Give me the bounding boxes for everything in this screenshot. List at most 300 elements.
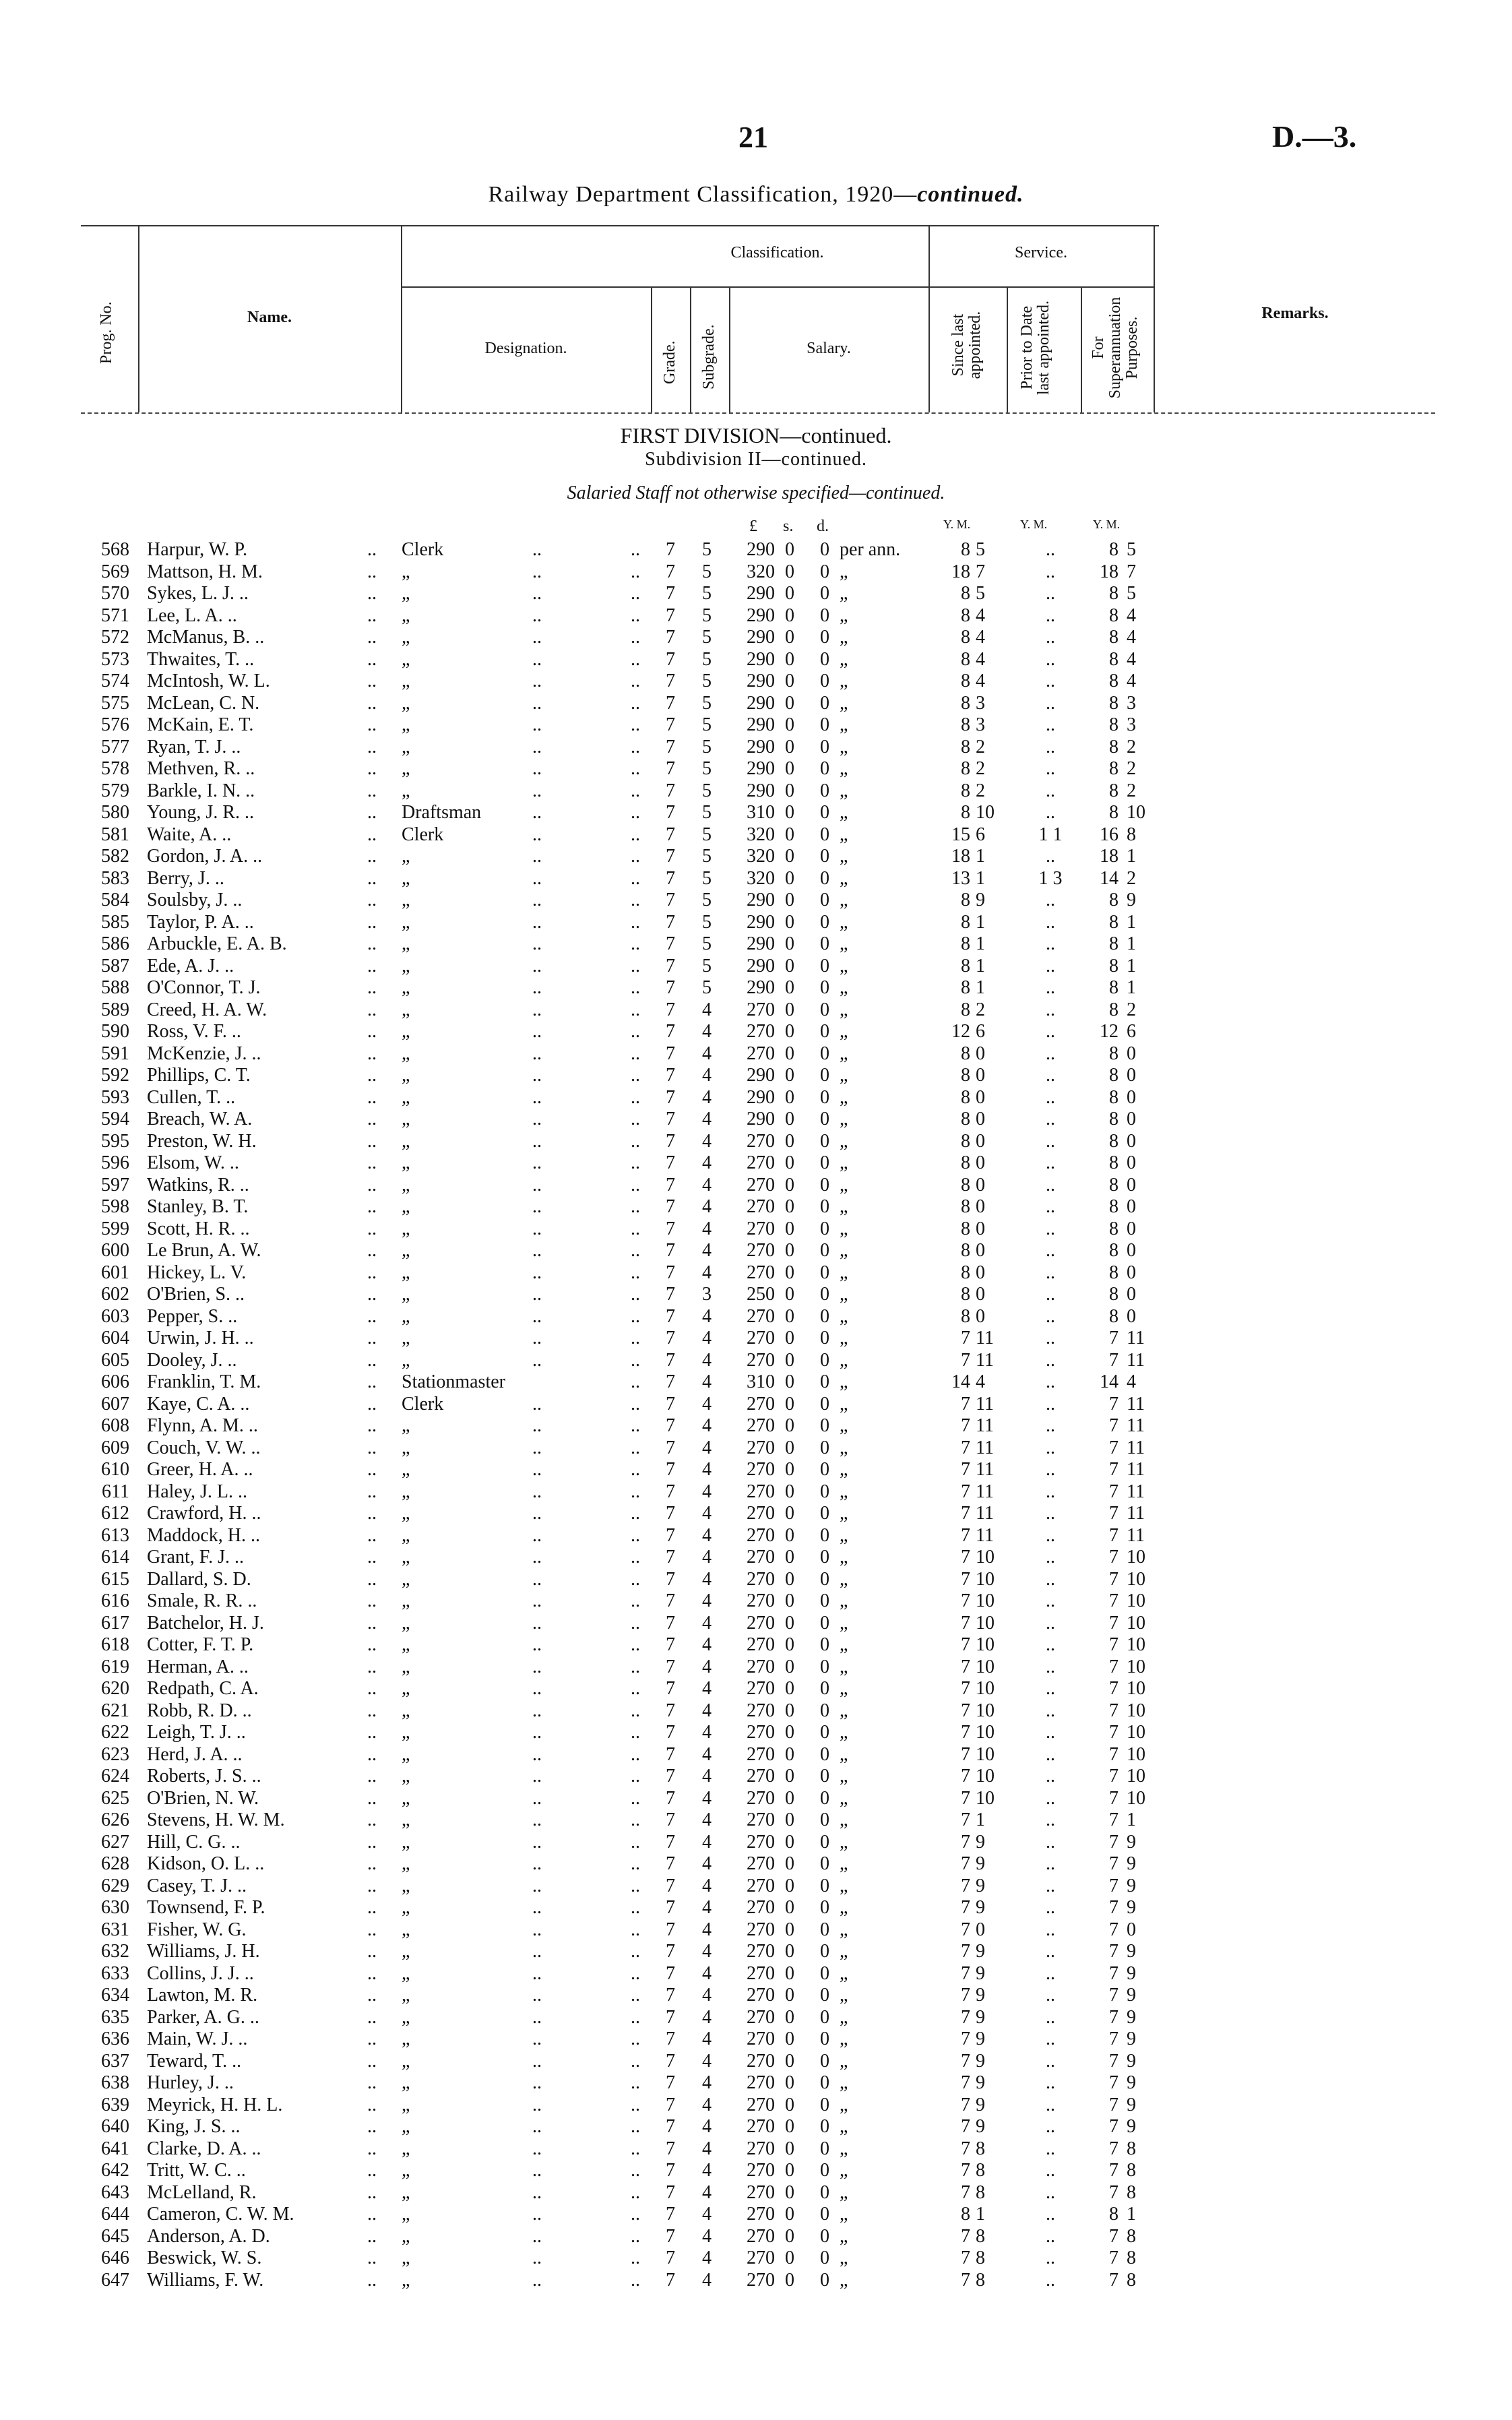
- designation: „: [402, 1109, 410, 1129]
- salary-pence: 0: [820, 1919, 829, 1940]
- designation: „: [402, 1941, 410, 1962]
- super-months: 1: [1127, 977, 1136, 998]
- prior-service: ..: [1046, 1218, 1055, 1239]
- table-row: [0, 1613, 1512, 1635]
- leader-dots: ..: [367, 1941, 377, 1962]
- salary-pence: 0: [820, 2094, 829, 2115]
- prog-no: 603: [101, 1305, 129, 1327]
- subgrade: 4: [702, 1766, 712, 1787]
- grade: 7: [666, 802, 675, 823]
- salary-pence: 0: [820, 2138, 829, 2159]
- super-months: 0: [1127, 1196, 1136, 1217]
- since-years: 8: [961, 1130, 970, 1152]
- prior-service: ..: [1046, 1547, 1055, 1568]
- staff-name: Stevens, H. W. M.: [147, 1809, 285, 1830]
- leader-dots: ..: [532, 955, 542, 976]
- prog-no: 639: [101, 2094, 129, 2115]
- designation: „: [402, 1985, 410, 2006]
- leader-dots: ..: [631, 2269, 640, 2291]
- super-years: 7: [1109, 1743, 1119, 1765]
- salary-pounds: 270: [747, 1349, 775, 1371]
- salary-shillings: 0: [785, 1086, 794, 1108]
- super-months: 0: [1127, 1086, 1136, 1108]
- super-months: 9: [1127, 2094, 1136, 2115]
- leader-dots: ..: [367, 2094, 377, 2115]
- designation: „: [402, 867, 410, 889]
- super-months: 1: [1127, 911, 1136, 933]
- table-row: [0, 824, 1512, 846]
- subgrade: 5: [702, 955, 712, 976]
- leader-dots: ..: [532, 2094, 542, 2115]
- leader-dots: ..: [367, 1743, 377, 1765]
- salary-pence: 0: [820, 539, 829, 560]
- prog-no: 598: [101, 1196, 129, 1217]
- subgrade: 4: [702, 999, 712, 1020]
- prog-no: 584: [101, 890, 129, 910]
- salary-pounds: 270: [747, 1130, 775, 1152]
- designation: „: [402, 1130, 410, 1152]
- staff-name: Phillips, C. T.: [147, 1065, 251, 1086]
- subgrade: 4: [702, 2138, 712, 2159]
- prior-service: ..: [1046, 1152, 1055, 1173]
- salary-period: „: [840, 583, 848, 604]
- super-years: 18: [1100, 561, 1119, 582]
- since-years: 8: [961, 955, 970, 976]
- subgrade: 5: [702, 539, 712, 560]
- staff-name: Clarke, D. A. ..: [147, 2138, 261, 2159]
- grade: 7: [666, 1524, 675, 1546]
- salary-shillings: 0: [785, 1174, 794, 1196]
- staff-name: Young, J. R. ..: [147, 802, 254, 823]
- designation: „: [402, 846, 410, 867]
- prior-service: ..: [1046, 2072, 1055, 2093]
- leader-dots: ..: [532, 1021, 542, 1042]
- prog-no: 604: [101, 1328, 129, 1348]
- subgrade: 5: [702, 561, 712, 582]
- staff-name: Methven, R. ..: [147, 758, 255, 779]
- prog-no: 580: [101, 802, 129, 823]
- grade: 7: [666, 1897, 675, 1918]
- super-months: 10: [1127, 1590, 1145, 1611]
- prog-no: 581: [101, 824, 129, 845]
- designation: Clerk: [402, 539, 444, 560]
- salary-pence: 0: [820, 955, 829, 976]
- subgrade: 5: [702, 802, 712, 823]
- table-row: [0, 1284, 1512, 1306]
- leader-dots: ..: [532, 1743, 542, 1765]
- table-row: [0, 758, 1512, 780]
- super-months: 10: [1127, 1634, 1145, 1655]
- salary-pence: 0: [820, 2116, 829, 2137]
- super-years: 8: [1109, 1262, 1119, 1283]
- since-years: 8: [961, 1174, 970, 1196]
- unit-years-months: Y. M.: [1093, 518, 1121, 531]
- salary-shillings: 0: [785, 1656, 794, 1677]
- super-years: 8: [1109, 1218, 1119, 1239]
- super-months: 10: [1127, 802, 1145, 823]
- salary-period: „: [840, 977, 848, 998]
- since-months: 11: [976, 1328, 994, 1348]
- salary-shillings: 0: [785, 1678, 794, 1699]
- since-years: 7: [961, 1415, 970, 1436]
- prog-no: 600: [101, 1240, 129, 1261]
- salary-pence: 0: [820, 1459, 829, 1480]
- salary-period: „: [840, 2138, 848, 2159]
- staff-name: Scott, H. R. ..: [147, 1218, 250, 1239]
- leader-dots: ..: [631, 1174, 640, 1196]
- prior-service: ..: [1046, 1875, 1055, 1896]
- salary-pence: 0: [820, 1897, 829, 1918]
- salary-shillings: 0: [785, 1305, 794, 1327]
- super-years: 7: [1109, 2072, 1119, 2093]
- salary-pounds: 270: [747, 1503, 775, 1524]
- prog-no: 590: [101, 1021, 129, 1042]
- super-years: 7: [1109, 2181, 1119, 2203]
- grade: 7: [666, 1678, 675, 1699]
- subgrade: 4: [702, 2181, 712, 2203]
- super-years: 8: [1109, 999, 1119, 1020]
- super-years: 7: [1109, 2269, 1119, 2291]
- super-months: 10: [1127, 1612, 1145, 1634]
- designation: „: [402, 1065, 410, 1086]
- leader-dots: ..: [631, 2094, 640, 2115]
- leader-dots: ..: [367, 1897, 377, 1918]
- leader-dots: ..: [367, 692, 377, 714]
- salary-shillings: 0: [785, 846, 794, 867]
- super-months: 9: [1127, 2116, 1136, 2137]
- prior-service: ..: [1046, 1284, 1055, 1305]
- salary-shillings: 0: [785, 1196, 794, 1217]
- leader-dots: ..: [532, 1634, 542, 1655]
- salary-pounds: 310: [747, 1371, 775, 1392]
- salary-shillings: 0: [785, 714, 794, 735]
- salary-period: „: [840, 1985, 848, 2006]
- salary-shillings: 0: [785, 1415, 794, 1436]
- table-row: [0, 1853, 1512, 1875]
- header-divider: [1081, 286, 1082, 412]
- salary-pence: 0: [820, 1568, 829, 1590]
- grade: 7: [666, 1109, 675, 1129]
- super-years: 7: [1109, 2094, 1119, 2115]
- since-years: 7: [961, 1941, 970, 1962]
- salary-shillings: 0: [785, 1787, 794, 1809]
- leader-dots: ..: [367, 999, 377, 1020]
- since-years: 8: [961, 977, 970, 998]
- since-months: 9: [976, 1897, 985, 1918]
- salary-shillings: 0: [785, 1590, 794, 1611]
- salary-pence: 0: [820, 2181, 829, 2203]
- prior-service: ..: [1046, 1065, 1055, 1086]
- leader-dots: ..: [532, 911, 542, 933]
- leader-dots: ..: [367, 1065, 377, 1086]
- staff-name: Greer, H. A. ..: [147, 1459, 253, 1480]
- salary-pence: 0: [820, 1415, 829, 1436]
- super-years: 8: [1109, 1086, 1119, 1108]
- prior-service: ..: [1046, 2269, 1055, 2291]
- designation: „: [402, 561, 410, 582]
- subgrade: 4: [702, 1831, 712, 1853]
- salary-shillings: 0: [785, 1371, 794, 1392]
- prog-no: 641: [101, 2138, 129, 2159]
- prog-no: 640: [101, 2116, 129, 2137]
- table-row: [0, 780, 1512, 803]
- prior-service: ..: [1046, 1787, 1055, 1809]
- subgrade: 3: [702, 1284, 712, 1305]
- staff-name: O'Connor, T. J.: [147, 977, 261, 998]
- super-years: 7: [1109, 1503, 1119, 1524]
- table-row: [0, 2182, 1512, 2204]
- super-years: 7: [1109, 2225, 1119, 2247]
- salary-pounds: 270: [747, 2204, 775, 2225]
- subgrade: 4: [702, 1743, 712, 1765]
- prior-service: ..: [1046, 1503, 1055, 1524]
- grade: 7: [666, 1152, 675, 1173]
- designation: „: [402, 1743, 410, 1765]
- leader-dots: ..: [532, 1678, 542, 1699]
- prog-no: 592: [101, 1065, 129, 1086]
- since-years: 8: [961, 933, 970, 954]
- prior-service: ..: [1046, 1109, 1055, 1129]
- prior-service: ..: [1046, 1086, 1055, 1108]
- designation: „: [402, 1700, 410, 1721]
- designation: „: [402, 1547, 410, 1568]
- leader-dots: ..: [367, 1130, 377, 1152]
- leader-dots: ..: [631, 867, 640, 889]
- since-months: 1: [976, 2204, 985, 2225]
- leader-dots: ..: [532, 1305, 542, 1327]
- salary-pence: 0: [820, 1043, 829, 1064]
- leader-dots: ..: [631, 1962, 640, 1984]
- table-row: [0, 627, 1512, 649]
- since-months: 10: [976, 1678, 995, 1699]
- leader-dots: ..: [631, 714, 640, 735]
- grade: 7: [666, 2072, 675, 2093]
- since-months: 11: [976, 1503, 994, 1524]
- designation: Clerk: [402, 824, 444, 845]
- salary-pence: 0: [820, 1766, 829, 1787]
- salary-period: „: [840, 2050, 848, 2072]
- prog-no: 591: [101, 1043, 129, 1064]
- super-years: 8: [1109, 2204, 1119, 2225]
- prog-no: 601: [101, 1262, 129, 1283]
- table-title: [0, 182, 1512, 208]
- since-years: 7: [961, 1766, 970, 1787]
- since-years: 7: [961, 1634, 970, 1655]
- since-months: 8: [976, 2247, 985, 2268]
- since-years: 13: [951, 867, 970, 889]
- staff-name: Stanley, B. T.: [147, 1196, 249, 1217]
- designation: „: [402, 2094, 410, 2115]
- salary-period: „: [840, 1415, 848, 1436]
- since-months: 10: [976, 1547, 995, 1568]
- table-row: [0, 561, 1512, 584]
- staff-name: Sykes, L. J. ..: [147, 583, 249, 604]
- subgrade: 4: [702, 1897, 712, 1918]
- grade: 7: [666, 2006, 675, 2028]
- salary-shillings: 0: [785, 1109, 794, 1129]
- salary-pounds: 290: [747, 583, 775, 604]
- subgrade: 4: [702, 1152, 712, 1173]
- salary-shillings: 0: [785, 1437, 794, 1458]
- salary-period: „: [840, 1678, 848, 1699]
- staff-name: Robb, R. D. ..: [147, 1700, 252, 1721]
- table-row: [0, 2095, 1512, 2117]
- prog-no: 593: [101, 1086, 129, 1108]
- table-row: [0, 2270, 1512, 2292]
- table-row: [0, 1021, 1512, 1043]
- leader-dots: ..: [367, 1393, 377, 1415]
- salary-pounds: 270: [747, 1700, 775, 1721]
- table-row: [0, 649, 1512, 671]
- salary-pence: 0: [820, 1743, 829, 1765]
- since-years: 7: [961, 2050, 970, 2072]
- since-years: 7: [961, 1919, 970, 1940]
- unit-years-months: Y. M.: [943, 518, 971, 531]
- table-row: [0, 1503, 1512, 1525]
- leader-dots: ..: [367, 1305, 377, 1327]
- since-years: 7: [961, 2028, 970, 2049]
- designation: Clerk: [402, 1393, 444, 1415]
- leader-dots: ..: [631, 1218, 640, 1239]
- grade: 7: [666, 2247, 675, 2268]
- staff-name: Berry, J. ..: [147, 867, 224, 889]
- designation: „: [402, 627, 410, 648]
- super-years: 8: [1109, 1305, 1119, 1327]
- salary-pence: 0: [820, 2006, 829, 2028]
- designation: „: [402, 2247, 410, 2268]
- staff-name: Maddock, H. ..: [147, 1524, 260, 1546]
- since-months: 0: [976, 1109, 985, 1129]
- leader-dots: ..: [367, 1853, 377, 1874]
- table-row: [0, 1394, 1512, 1416]
- salary-pence: 0: [820, 1831, 829, 1853]
- designation: „: [402, 1809, 410, 1830]
- salary-pounds: 270: [747, 2006, 775, 2028]
- salary-pence: 0: [820, 999, 829, 1020]
- salary-shillings: 0: [785, 561, 794, 582]
- prog-no: 587: [101, 955, 129, 976]
- super-years: 8: [1109, 714, 1119, 735]
- prog-no: 619: [101, 1656, 129, 1677]
- since-years: 8: [961, 604, 970, 626]
- table-row: [0, 2204, 1512, 2226]
- salary-pence: 0: [820, 1503, 829, 1524]
- prior-service: ..: [1046, 1240, 1055, 1261]
- prog-no: 635: [101, 2006, 129, 2028]
- prog-no: 617: [101, 1612, 129, 1634]
- leader-dots: ..: [367, 1962, 377, 1984]
- grade: 7: [666, 604, 675, 626]
- prog-no: 624: [101, 1766, 129, 1787]
- since-years: 7: [961, 1612, 970, 1634]
- leader-dots: ..: [532, 1656, 542, 1677]
- leader-dots: ..: [367, 561, 377, 582]
- staff-name: Cullen, T. ..: [147, 1086, 236, 1108]
- subgrade: 4: [702, 1634, 712, 1655]
- super-months: 10: [1127, 1656, 1145, 1677]
- leader-dots: ..: [532, 1349, 542, 1371]
- table-row: [0, 2138, 1512, 2161]
- since-years: 7: [961, 1743, 970, 1765]
- super-years: 8: [1109, 802, 1119, 823]
- salary-shillings: 0: [785, 999, 794, 1020]
- super-months: 9: [1127, 1875, 1136, 1896]
- salary-pence: 0: [820, 1262, 829, 1283]
- prog-no: 579: [101, 780, 129, 801]
- super-months: 0: [1127, 1218, 1136, 1239]
- designation: „: [402, 933, 410, 954]
- leader-dots: ..: [367, 1985, 377, 2006]
- leader-dots: ..: [367, 1547, 377, 1568]
- leader-dots: ..: [367, 2006, 377, 2028]
- super-years: 7: [1109, 1941, 1119, 1962]
- staff-name: Arbuckle, E. A. B.: [147, 933, 287, 954]
- leader-dots: ..: [631, 1415, 640, 1436]
- salary-period: „: [840, 846, 848, 867]
- since-years: 12: [951, 1021, 970, 1042]
- prog-no: 602: [101, 1284, 129, 1305]
- super-months: 9: [1127, 1853, 1136, 1874]
- leader-dots: ..: [367, 2116, 377, 2137]
- leader-dots: ..: [631, 1787, 640, 1809]
- salary-pence: 0: [820, 1021, 829, 1042]
- salary-pounds: 270: [747, 1415, 775, 1436]
- leader-dots: ..: [367, 1700, 377, 1721]
- leader-dots: ..: [367, 1590, 377, 1611]
- leader-dots: ..: [367, 1328, 377, 1348]
- staff-name: Ross, V. F. ..: [147, 1021, 241, 1042]
- header-divider: [651, 286, 652, 412]
- staff-name: McLean, C. N.: [147, 692, 260, 714]
- since-months: 1: [976, 933, 985, 954]
- prior-service: ..: [1046, 1853, 1055, 1874]
- leader-dots: ..: [532, 671, 542, 691]
- salary-pence: 0: [820, 627, 829, 648]
- super-months: 1: [1127, 933, 1136, 954]
- staff-name: Gordon, J. A. ..: [147, 846, 263, 867]
- prog-no: 605: [101, 1349, 129, 1371]
- table-row: [0, 1985, 1512, 2007]
- super-years: 7: [1109, 1831, 1119, 1853]
- since-years: 7: [961, 1481, 970, 1502]
- subgrade: 4: [702, 1985, 712, 2006]
- prog-no: 627: [101, 1831, 129, 1853]
- prior-service: ..: [1046, 2160, 1055, 2181]
- prior-service: ..: [1046, 1459, 1055, 1480]
- designation: „: [402, 1021, 410, 1042]
- super-months: 9: [1127, 2006, 1136, 2028]
- subgrade: 5: [702, 890, 712, 910]
- since-years: 7: [961, 2094, 970, 2115]
- leader-dots: ..: [631, 736, 640, 757]
- salary-pounds: 270: [747, 1043, 775, 1064]
- grade: 7: [666, 1174, 675, 1196]
- staff-name: Cotter, F. T. P.: [147, 1634, 254, 1655]
- designation: „: [402, 1174, 410, 1196]
- salary-shillings: 0: [785, 1349, 794, 1371]
- prog-no: 646: [101, 2247, 129, 2268]
- leader-dots: ..: [631, 1743, 640, 1765]
- col-remarks: Remarks.: [1261, 305, 1329, 322]
- prog-no: 594: [101, 1109, 129, 1129]
- subgrade: 4: [702, 1962, 712, 1984]
- since-years: 8: [961, 539, 970, 560]
- salary-pence: 0: [820, 1656, 829, 1677]
- since-years: 7: [961, 1547, 970, 1568]
- staff-name: Pepper, S. ..: [147, 1305, 238, 1327]
- salary-pounds: 270: [747, 1919, 775, 1940]
- super-months: 1: [1127, 2204, 1136, 2225]
